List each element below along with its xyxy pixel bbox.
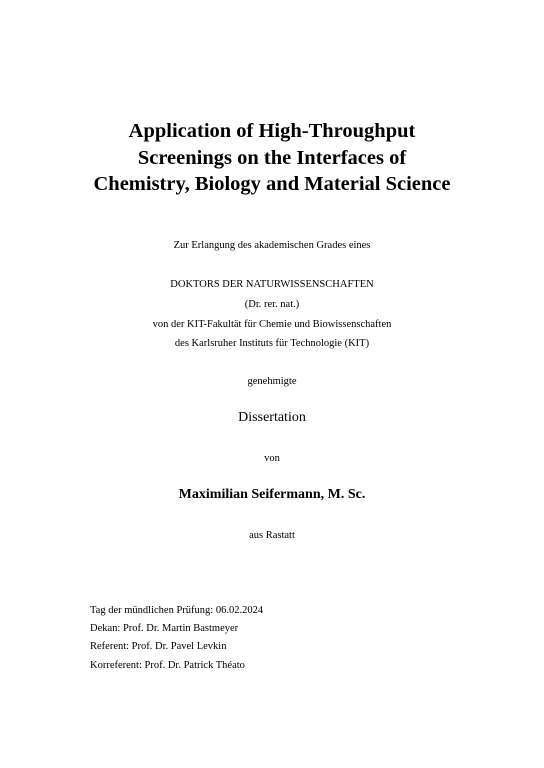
origin: aus Rastatt <box>249 530 295 541</box>
dissertation-title <box>40 118 504 198</box>
degree-intro: Zur Erlangung des akademischen Grades eines <box>173 240 371 251</box>
exam-date: Tag der mündlichen Prüfung: 06.02.2024 <box>90 605 264 616</box>
institute-line: des Karlsruher Instituts für Technologie (KIT) <box>174 338 370 349</box>
dean: Dekan: Prof. Dr. Martin Bastmeyer <box>90 623 239 635</box>
approved-label: genehmigte <box>247 376 297 387</box>
degree-abbreviation: (Dr. rer. nat.) <box>244 299 300 310</box>
document-type: Dissertation <box>238 410 306 425</box>
exam-details <box>90 602 263 675</box>
co-referee: Korreferent: Prof. Dr. Patrick Théato <box>90 659 245 671</box>
referee: Referent: Prof. Dr. Pavel Levkin <box>90 641 227 653</box>
degree-name: DOKTORS DER NATURWISSENSCHAFTEN <box>170 279 374 290</box>
faculty-line: von der KIT-Fakultät für Chemie und Biowissenschaften <box>152 319 392 330</box>
title-line-3: Chemistry, Biology and Material Science <box>93 173 451 195</box>
author-name: Maximilian Seifermann, M. Sc. <box>178 487 366 502</box>
title-line-2: Screenings on the Interfaces of <box>137 146 407 169</box>
by-label: von <box>264 453 280 464</box>
title-line-1: Application of High-Throughput <box>128 120 416 142</box>
